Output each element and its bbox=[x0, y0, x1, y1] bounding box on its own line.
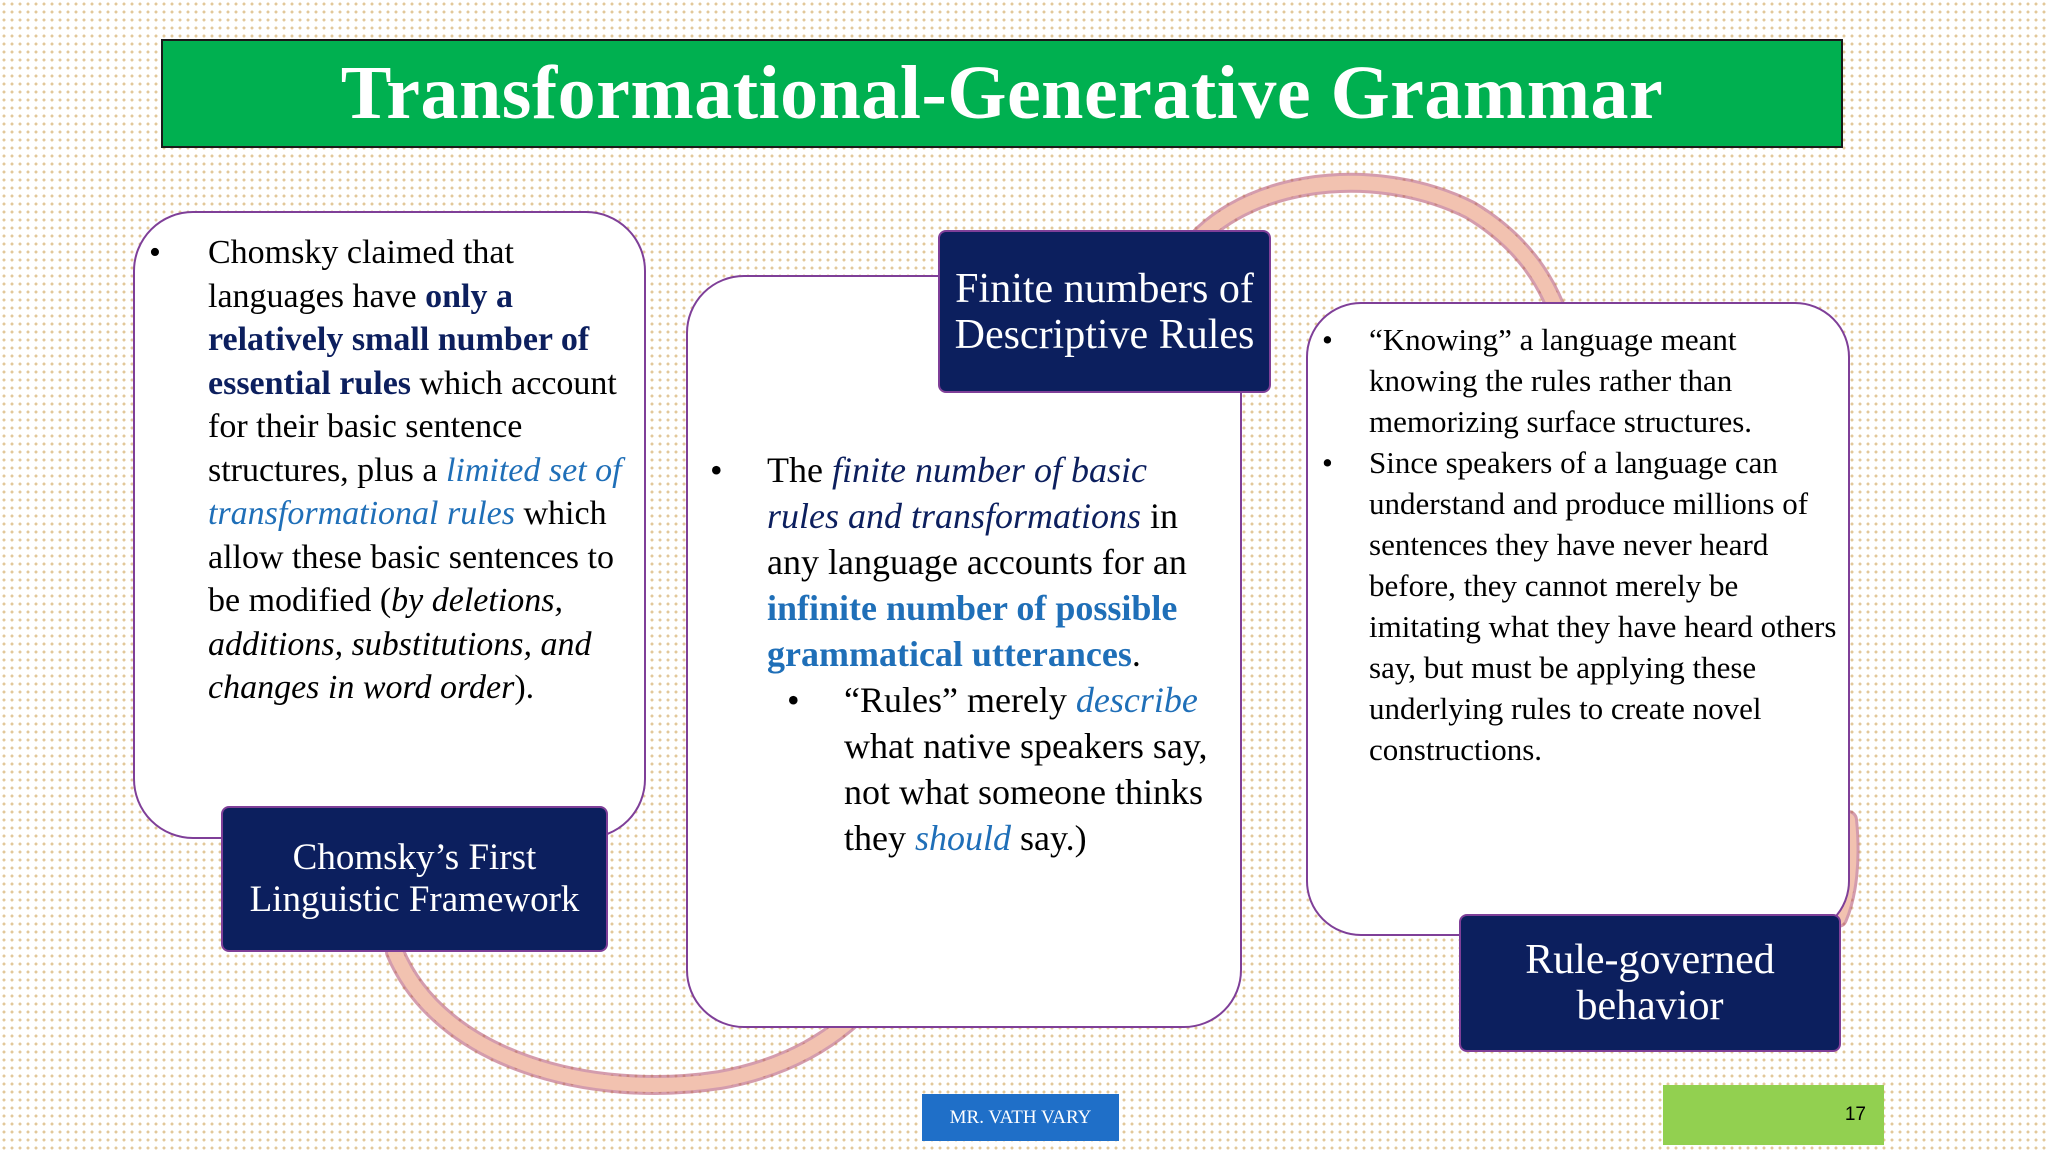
right-label-text: Rule-governed behavior bbox=[1525, 937, 1775, 1029]
left-label-text: Chomsky’s First Linguistic Framework bbox=[249, 837, 580, 920]
page-number: 17 bbox=[1844, 1104, 1866, 1125]
left-text-italic: by deletions, additions, substitutions, and changes in word order bbox=[208, 582, 592, 706]
middle-card-label bbox=[938, 230, 1271, 393]
middle-sub-list bbox=[844, 677, 1227, 861]
left-card-text bbox=[208, 231, 628, 710]
left-text-3: which account for their basic sentence structures, plus a bbox=[208, 364, 617, 489]
left-card-label bbox=[221, 806, 608, 952]
middle-label-text: Finite numbers of Descriptive Rules bbox=[954, 265, 1255, 358]
right-card-text bbox=[1369, 319, 1839, 770]
page-number-box bbox=[1663, 1085, 1884, 1145]
title-bar bbox=[161, 39, 1843, 148]
mid-sub-should: should bbox=[914, 818, 1011, 858]
left-text-highlight: limited set of transformational rules bbox=[208, 451, 622, 532]
mid-sub-1: “Rules” merely bbox=[844, 680, 1076, 720]
mid-sub-3: what native speakers say, not what someone thinks they bbox=[844, 726, 1208, 858]
left-text-7: ). bbox=[514, 669, 535, 706]
left-text-5: which allow these basic sentences to be modified ( bbox=[208, 495, 614, 619]
left-text-emphasis: only a relatively small number of essential rules bbox=[208, 277, 590, 402]
mid-text-italic: finite number of basic rules and transformations bbox=[767, 450, 1147, 536]
middle-sub-bullet bbox=[844, 677, 1227, 861]
middle-card-text bbox=[767, 447, 1227, 861]
mid-text-5: . bbox=[1131, 634, 1141, 674]
left-text-1: Chomsky claimed that languages have bbox=[208, 234, 514, 315]
left-bullet bbox=[208, 231, 628, 710]
mid-sub-describe: describe bbox=[1075, 680, 1198, 720]
mid-text-3: in any language accounts for an bbox=[767, 496, 1187, 582]
right-card-label bbox=[1459, 914, 1841, 1052]
mid-text-1: The bbox=[767, 450, 832, 490]
right-bullet-1: • “Knowing” a language meant knowing the rules rather than memorizing surface structures. bbox=[1369, 319, 1839, 442]
middle-bullet bbox=[767, 447, 1227, 861]
mid-text-emphasis: infinite number of possible grammatical utterances bbox=[767, 588, 1178, 674]
footer-author: MR. VATH VARY bbox=[922, 1094, 1119, 1141]
slide-title: Transformational-Generative Grammar bbox=[340, 51, 1664, 135]
right-bullet-2: • Since speakers of a language can understand and produce millions of sentences they have never heard before, they cannot merely be imitating what they have heard others say, but must be applying these underlying rules to create novel constructions. bbox=[1369, 442, 1839, 770]
mid-sub-5: say.) bbox=[1011, 818, 1087, 858]
